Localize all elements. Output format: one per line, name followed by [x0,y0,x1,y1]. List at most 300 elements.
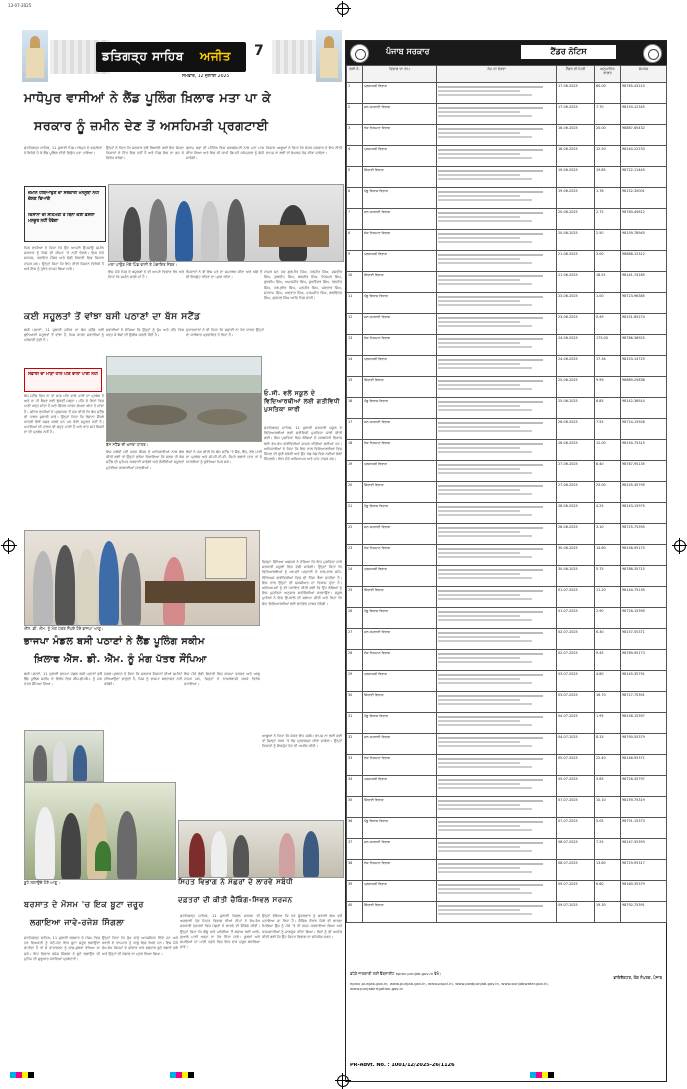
tender-cell-no: 14 [347,356,363,377]
tender-cell-date: 05-07-2025 [557,776,595,797]
story5-caption: ਬੂਟੇ ਲਗਾਉਂਦੇ ਹੋਏ ਆਗੂ। [24,880,60,885]
tender-cell-date: 24-06-2025 [557,356,595,377]
tender-row [347,524,667,545]
tender-cell-no: 33 [347,755,363,776]
tender-cell-contact: 98146-95371 [621,755,667,776]
tender-cell-date: 19-06-2025 [557,167,595,188]
print-slug: 13-07-2025 [8,3,32,8]
tender-cell-work [437,629,557,650]
tender-row [347,272,667,293]
tender-cell-contact: 98145-35791 [621,671,667,692]
tender-cell-contact: 98155-35795 [621,482,667,503]
tender-row [347,146,667,167]
tender-row [347,839,667,860]
tender-header [346,41,666,65]
tender-row [347,713,667,734]
tender-cell-contact: 98143-15975 [621,503,667,524]
lead-text-col2: ਉਨ੍ਹਾਂ ਨੇ ਕਿਹਾ ਕਿ ਸਰਕਾਰ ਵਲੋਂ ਲਿਆਂਦੀ ਗਈ ਇਹ ਯੋਜਨਾ ਕਿਸਾਨਾਂ ਦੇ ਹਿੱਤ ਵਿਚ ਨਹੀਂ ਹੈ ਅਤੇ ਪਿੰਡ ਇਸ ਦਾ ਡਟ ਕੇ ਵਿਰੋਧ ਕਰੇਗਾ। [106,146,184,161]
tender-cell-date: 26-06-2025 [557,419,595,440]
tender-cell-dept: ਪ੍ਰਸ਼ਾਸਕੀ ਵਿਭਾਗ [363,356,437,377]
tender-cell-dept: ਜਲ ਸਪਲਾਈ ਵਿਭਾਗ [363,524,437,545]
tender-cell-work [437,125,557,146]
tender-cell-date: 08-07-2025 [557,860,595,881]
tender-footer-note: ਵਧੇਰੇ ਜਾਣਕਾਰੀ ਲਈ ਵੈੱਬਸਾਈਟ eproc.punjab.gov.in ਵੇਖੋ। [350,971,442,976]
tender-cell-dept: ਜਲ ਸਪਲਾਈ ਵਿਭਾਗ [363,104,437,125]
tender-cell-cost: 5.05 [595,818,621,839]
gurdwara-illustration-left [22,30,48,82]
story3-text-cont: ਜ਼ਿਲ੍ਹਾ ਸਿੱਖਿਆ ਅਫ਼ਸਰ ਨੇ ਦੱਸਿਆ ਕਿ ਇਹ ਪੁਸਤਿਕਾ ਸਾਰੇ ਸਰਕਾਰੀ ਸਕੂਲਾਂ ਵਿਚ ਵੰਡੀ ਜਾਵੇਗੀ। ਉਨ੍ਹਾਂ ਕਿਹਾ ਕਿ ਵਿਦਿਆਰਥੀਆਂ ਨੂੰ ਆਪਣੀ ਪੜ੍ਹਾਈ ਦੇ ਨਾਲ-ਨਾਲ ਸਹਿ-ਵਿੱਦਿਅਕ ਗਤੀਵਿਧੀਆਂ ਵਿਚ ਵੀ ਹਿੱਸਾ ਲੈਣਾ ਚਾਹੀਦਾ ਹੈ। ਇਸ ਨਾਲ ਉਨ੍ਹਾਂ ਦੀ ਸ਼ਖ਼ਸੀਅਤ ਦਾ ਵਿਕਾਸ ਹੁੰਦਾ ਹੈ। ਅਧਿਆਪਕਾਂ ਨੂੰ ਵੀ ਹਦਾਇਤ ਕੀਤੀ ਗਈ ਕਿ ਉਹ ਬੱਚਿਆਂ ਨੂੰ ਇਸ ਪੁਸਤਿਕਾ ਅਨੁਸਾਰ ਗਤੀਵਿਧੀਆਂ ਕਰਵਾਉਣ। ਸਕੂਲ ਮੁਖੀਆਂ ਨੇ ਇਸ ਉਪਰਾਲੇ ਦੀ ਸ਼ਲਾਘਾ ਕੀਤੀ ਅਤੇ ਕਿਹਾ ਕਿ ਇਹ ਵਿਦਿਆਰਥੀਆਂ ਲਈ ਲਾਹੇਵੰਦ ਸਾਬਤ ਹੋਵੇਗੀ। [262,560,342,606]
page-number: 7 [254,43,265,59]
tender-cell-date: 08-07-2025 [557,839,595,860]
tender-cell-date: 27-06-2025 [557,482,595,503]
tender-cell-work [437,692,557,713]
punjab-govt-seal-icon [350,44,369,63]
tender-row [347,419,667,440]
tender-cell-contact: 98724-15926 [621,419,667,440]
tender-cell-contact: 98729-95317 [621,860,667,881]
tender-cell-dept: ਪ੍ਰਸ਼ਾਸਕੀ ਵਿਭਾਗ [363,146,437,167]
masthead [22,30,342,82]
tender-col-work: ਕੰਮ ਦਾ ਵੇਰਵਾ [437,66,557,83]
tender-cell-date: 18-06-2025 [557,146,595,167]
tender-cell-dept: ਜਲ ਸਪਲਾਈ ਵਿਭਾਗ [363,734,437,755]
tender-cell-dept: ਲੋਕ ਨਿਰਮਾਣ ਵਿਭਾਗ [363,545,437,566]
tender-cell-date: 07-07-2025 [557,818,595,839]
story4-text-col1: ਬਸੀ ਪਠਾਣਾਂ, 11 ਜੁਲਾਈ ਭਾਜਪਾ ਮੰਡਲ ਬਸੀ ਪਠਾਣਾਂ ਵਲੋਂ ਲੈਂਡ ਪੂਲਿੰਗ ਸਕੀਮ ਦੇ ਵਿਰੋਧ ਵਿਚ ਐੱਸ.ਡੀ.ਐੱਮ. ਨੂੰ ਮੰਗ ਪੱਤਰ ਸੌਂਪਿਆ ਗਿਆ। [24,672,102,687]
tender-cell-date: 09-07-2025 [557,902,595,923]
tender-row [347,440,667,461]
tender-cell-no: 8 [347,230,363,251]
story4-text-col4: ਆਗੂਆਂ ਨੇ ਕਿਹਾ ਕਿ ਜੇਕਰ ਇਹ ਸਕੀਮ ਵਾਪਸ ਨਾ ਲਈ ਗਈ ਤਾਂ ਜ਼ਿਲ੍ਹਾ ਪੱਧਰ 'ਤੇ ਰੋਸ ਪ੍ਰਦਰਸ਼ਨ ਕੀਤਾ ਜਾਵੇਗਾ। ਉਨ੍ਹਾਂ ਕਿਸਾਨਾਂ ਨੂੰ ਇਕਜੁੱਟ ਹੋਣ ਦੀ ਅਪੀਲ ਕੀਤੀ। [262,734,342,749]
tender-cell-contact: 98157-55371 [621,629,667,650]
tender-cell-no: 24 [347,566,363,587]
tender-cell-no: 36 [347,818,363,839]
tender-cell-no: 1 [347,83,363,104]
tender-cell-work [437,503,557,524]
tender-cell-no: 25 [347,587,363,608]
story6-headline-2: ਦਫ਼ਤਰਾਂ ਦੀ ਕੀਤੀ ਚੈਕਿੰਗ-ਸਿਵਲ ਸਰਜਨ [178,896,293,904]
tender-cell-work [437,251,557,272]
tender-row [347,734,667,755]
tender-cell-cost: 6.60 [595,881,621,902]
tender-notice [345,40,667,1082]
tender-cell-dept: ਜਲ ਸਪਲਾਈ ਵਿਭਾਗ [363,839,437,860]
tender-cell-dept: ਪੇਂਡੂ ਵਿਕਾਸ ਵਿਭਾਗ [363,818,437,839]
bjp-memorandum-photo [24,530,260,626]
tender-cell-work [437,776,557,797]
lead-text-intro: ਫ਼ਤਹਿਗੜ੍ਹ ਸਾਹਿਬ, 11 ਜੁਲਾਈ ਪਿੰਡ ਮਾਧੋਪੁਰ ਦੇ ਵਸਨੀਕਾਂ ਨੇ ਇਕੱਠੇ ਹੋ ਕੇ ਲੈਂਡ ਪੂਲਿੰਗ ਨੀਤੀ ਵਿਰੁੱਧ ਮਤਾ ਪਾਇਆ। [24,146,102,156]
masthead-title: ਡਤਿਗੜ੍ਹ ਸਾਹਿਬ [102,49,184,63]
tender-cell-work [437,734,557,755]
tender-cell-work [437,293,557,314]
tender-cell-date: 17-06-2025 [557,104,595,125]
tender-cell-cost: 7.25 [595,839,621,860]
color-swatch [194,1072,200,1078]
tender-cell-contact: 98789-95173 [621,650,667,671]
tender-cell-work [437,146,557,167]
tender-cell-dept: ਸਿੰਚਾਈ ਵਿਭਾਗ [363,797,437,818]
lead-bullet-2: ਕਿਸਾਨਾਂ ਦੀ ਸਹਿਮਤੀ ਤੋਂ ਬਿਨਾਂ ਕੋਈ ਫ਼ੈਸਲਾ ਮਨਜ਼ੂਰ ਨਹੀਂ ਹੋਵੇਗਾ [28,213,95,224]
tender-cell-work [437,209,557,230]
tender-cell-cost: 14.60 [595,545,621,566]
tender-row [347,755,667,776]
tender-cell-contact: 98787-95135 [621,461,667,482]
tender-cell-work [437,755,557,776]
tender-cell-date: 19-06-2025 [557,188,595,209]
tender-cell-date: 26-06-2025 [557,440,595,461]
tender-cell-contact: 98728-35797 [621,776,667,797]
tender-cell-date: 23-06-2025 [557,314,595,335]
tender-row [347,188,667,209]
tender-footer-links: eproc.punjab.gov.in, www.punjab.gov.in, www.pspcl.in, www.pwdpunjab.gov.in, www.punjabwater.gov.in, www.punjabirrigation.gov.in [350,981,549,991]
story3-text: ਫ਼ਤਹਿਗੜ੍ਹ ਸਾਹਿਬ, 11 ਜੁਲਾਈ ਸਰਕਾਰੀ ਸਕੂਲ ਦੇ ਵਿਦਿਆਰਥੀਆਂ ਲਈ ਗਤੀਵਿਧੀ ਪੁਸਤਿਕਾ ਜਾਰੀ ਕੀਤੀ ਗਈ। ਇਸ ਪੁਸਤਿਕਾ ਵਿਚ ਬੱਚਿਆਂ ਦੇ ਸਰਬਪੱਖੀ ਵਿਕਾਸ ਲਈ ਵੱਖ-ਵੱਖ ਗਤੀਵਿਧੀਆਂ ਸ਼ਾਮਲ ਕੀਤੀਆਂ ਗਈਆਂ ਹਨ। ਅਧਿਕਾਰੀਆਂ ਨੇ ਕਿਹਾ ਕਿ ਇਸ ਨਾਲ ਵਿਦਿਆਰਥੀਆਂ ਵਿਚ ਸਿੱਖਣ ਦੀ ਰੁਚੀ ਵਧੇਗੀ ਅਤੇ ਉਹ ਖੇਡ-ਖੇਡ ਵਿਚ ਨਵੀਆਂ ਗੱਲਾਂ ਸਿੱਖਣਗੇ। ਇਸ ਮੌਕੇ ਅਧਿਆਪਕ ਅਤੇ ਮਾਪੇ ਹਾਜ਼ਰ ਸਨ। [264,426,342,462]
lead-text-col3: ਗ੍ਰਾਮ ਸਭਾ ਦੀ ਮੀਟਿੰਗ ਵਿਚ ਸਰਬਸੰਮਤੀ ਨਾਲ ਮਤਾ ਪਾਸ ਕੀਤਾ ਗਿਆ ਅਤੇ ਇਸ ਦੀ ਕਾਪੀ ਡਿਪਟੀ ਕਮਿਸ਼ਨਰ ਨੂੰ ਭੇਜੀ ਜਾਵੇਗੀ। [186,146,264,161]
tender-cell-date: 01-07-2025 [557,587,595,608]
tender-cell-contact: 98722-11445 [621,167,667,188]
lead-headline-2: ਸਰਕਾਰ ਨੂੰ ਜ਼ਮੀਨ ਦੇਣ ਤੋਂ ਅਸਹਿਮਤੀ ਪ੍ਰਗਟਾਈ [34,118,269,133]
lead-bullet-box [24,186,106,242]
tender-cell-contact: 98765-43210 [621,83,667,104]
lead-text-col5: ਇਸ ਮੌਕੇ ਪਿੰਡ ਦੇ ਬਜ਼ੁਰਗਾਂ ਨੇ ਵੀ ਆਪਣੇ ਵਿਚਾਰ ਰੱਖੇ ਅਤੇ ਕਿਹਾ ਕਿ ਜ਼ਮੀਨ ਸਾਡੀ ਮਾਂ ਹੈ। [108,270,184,280]
tender-cell-dept: ਪੇਂਡੂ ਵਿਕਾਸ ਵਿਭਾਗ [363,503,437,524]
registration-mark-right [674,540,686,552]
story2-text-col6: ਲੋਕਾਂ ਨੇ ਮੰਗ ਕੀਤੀ ਕਿ ਬੱਸ ਸਟੈਂਡ 'ਤੇ ਸ਼ੈੱਡ, ਬੈਂਚ, ਠੰਢੇ ਪਾਣੀ ਦਾ ਪ੍ਰਬੰਧ ਅਤੇ ਸੀ.ਸੀ.ਟੀ.ਵੀ. ਕੈਮਰੇ ਲਗਾਏ ਜਾਣ ਤਾਂ ਜੋ ਯਾਤਰੀਆਂ ਨੂੰ ਸੁਰੱਖਿਆ ਮਿਲ ਸਕੇ। [186,450,262,465]
story2-text-col1: ਬਸੀ ਪਠਾਣਾਂ, 11 ਜੁਲਾਈ ਸ਼ਹਿਰ ਦਾ ਬੱਸ ਸਟੈਂਡ ਕਈ ਬੁਨਿਆਦੀ ਸਹੂਲਤਾਂ ਤੋਂ ਵਾਂਝਾ ਹੈ, ਜਿਸ ਕਾਰਨ ਸਵਾਰੀਆਂ ਨੂੰ ਪਰੇਸ਼ਾਨੀ ਹੁੰਦੀ ਹੈ। [24,328,104,343]
story4-text-col2: ਮੰਡਲ ਪ੍ਰਧਾਨ ਨੇ ਕਿਹਾ ਕਿ ਸਰਕਾਰ ਕਿਸਾਨਾਂ ਦੀਆਂ ਜ਼ਮੀਨਾਂ ਹਥਿਆਉਣਾ ਚਾਹੁੰਦੀ ਹੈ, ਜਿਸ ਨੂੰ ਭਾਜਪਾ ਬਰਦਾਸ਼ਤ ਨਹੀਂ ਕਰੇਗੀ। [104,672,182,687]
tender-cell-work [437,419,557,440]
lead-headline-1: ਮਾਧੋਪੁਰ ਵਾਸੀਆਂ ਨੇ ਲੈਂਡ ਪੂਲਿੰਗ ਖ਼ਿਲਾਫ ਮਤਾ ਪਾ ਕੇ [24,90,272,105]
color-bar-mid [170,1072,200,1078]
tender-cell-cost: 7.55 [595,419,621,440]
tender-cell-work [437,545,557,566]
tender-cell-dept: ਸਿੰਚਾਈ ਵਿਭਾਗ [363,587,437,608]
tender-title: ਟੈਂਡਰ ਨੋਟਿਸ [521,45,616,59]
masthead-brand: ਅਜੀਤ [200,49,231,63]
masthead-title-box [96,42,246,72]
tender-cell-contact: 98151-85274 [621,314,667,335]
tender-cell-dept: ਪ੍ਰਸ਼ਾਸਕੀ ਵਿਭਾਗ [363,881,437,902]
tender-cell-dept: ਲੋਕ ਨਿਰਮਾਣ ਵਿਭਾਗ [363,335,437,356]
tender-cell-work [437,650,557,671]
tender-cell-date: 05-07-2025 [557,755,595,776]
tender-cell-date: 28-06-2025 [557,503,595,524]
tender-cell-no: 17 [347,419,363,440]
tender-cell-no: 19 [347,461,363,482]
tender-table [346,65,667,923]
tender-cell-dept: ਪੇਂਡੂ ਵਿਕਾਸ ਵਿਭਾਗ [363,188,437,209]
tender-cell-dept: ਸਿੰਚਾਈ ਵਿਭਾਗ [363,167,437,188]
tender-cell-contact: 98141-74185 [621,272,667,293]
tender-cell-work [437,566,557,587]
tender-cell-cost: 12.00 [595,440,621,461]
tender-footer-signature: ਡਾਇਰੈਕਟਰ, ਲੋਕ ਸੰਪਰਕ, ਪੰਜਾਬ [613,975,662,980]
tender-cell-no: 9 [347,251,363,272]
tender-cell-date: 28-06-2025 [557,524,595,545]
tender-cell-cost: 3.65 [595,776,621,797]
tender-row [347,398,667,419]
tender-cell-contact: 98152-30001 [621,188,667,209]
story2-text-col3: ਸਵਾਰੀਆਂ ਨੇ ਦੱਸਿਆ ਕਿ ਉਨ੍ਹਾਂ ਨੂੰ ਧੁੱਪ ਅਤੇ ਮੀਂਹ ਵਿਚ ਖੜ੍ਹ ਕੇ ਬੱਸਾਂ ਦੀ ਉਡੀਕ ਕਰਨੀ ਪੈਂਦੀ ਹੈ। [106,328,184,338]
plantation-photo [24,782,176,880]
tender-cell-date: 25-06-2025 [557,398,595,419]
tender-cell-date: 01-07-2025 [557,608,595,629]
tender-cell-cost: 1.95 [595,713,621,734]
story5-headline-2: ਲਗਾਇਆ ਜਾਵੇ-ਰਜੇਸ਼ ਸਿੰਗਲਾ [30,918,125,927]
tender-cell-dept: ਲੋਕ ਨਿਰਮਾਣ ਵਿਭਾਗ [363,125,437,146]
tender-cell-contact: 98727-75391 [621,692,667,713]
health-check-photo [178,820,344,878]
tender-cell-work [437,188,557,209]
tender-cell-dept: ਪੇਂਡੂ ਵਿਕਾਸ ਵਿਭਾਗ [363,293,437,314]
story6-text-col1: ਫ਼ਤਹਿਗੜ੍ਹ ਸਾਹਿਬ, 11 ਜੁਲਾਈ ਸਿਵਲ ਸਰਜਨ ਦੀ ਅਗਵਾਈ ਹੇਠ ਸਿਹਤ ਵਿਭਾਗ ਦੀਆਂ ਟੀਮਾਂ ਨੇ ਵੱਖ-ਵੱਖ ਸਰਕਾਰੀ ਦਫ਼ਤਰਾਂ ਵਿਚ ਮੱਛਰਾਂ ਦੇ ਲਾਰਵੇ ਦੀ ਚੈਕਿੰਗ ਕੀਤੀ। ਉਨ੍ਹਾਂ ਕਿਹਾ ਕਿ ਡੇਂਗੂ ਅਤੇ ਮਲੇਰੀਆ ਤੋਂ ਬਚਾਅ ਲਈ ਆਲੇ-ਦੁਆਲੇ ਪਾਣੀ ਖੜ੍ਹਾ ਨਾ ਹੋਣ ਦਿੱਤਾ ਜਾਵੇ। ਕੂਲਰਾਂ ਅਤੇ ਗਮਲਿਆਂ ਦਾ ਪਾਣੀ ਹਫ਼ਤੇ ਵਿਚ ਇਕ ਵਾਰ ਜ਼ਰੂਰ ਬਦਲਿਆ ਜਾਵੇ। [180,914,260,950]
tender-cell-cost: 6.30 [595,629,621,650]
story2-text-col2: ਬੱਸ ਸਟੈਂਡ ਵਿਚ ਨਾ ਤਾਂ ਸਾਫ਼ ਪੀਣ ਵਾਲੇ ਪਾਣੀ ਦਾ ਪ੍ਰਬੰਧ ਹੈ ਅਤੇ ਨਾ ਹੀ ਬੈਠਣ ਲਈ ਢੁੱਕਵੀਂ ਜਗ੍ਹਾ। ਮੀਂਹ ਦੇ ਦਿਨਾਂ ਵਿਚ ਪਾਣੀ ਖੜ੍ਹ ਜਾਂਦਾ ਹੈ ਅਤੇ ਚਿੱਕੜ ਕਾਰਨ ਲੰਘਣਾ ਔਖਾ ਹੋ ਜਾਂਦਾ ਹੈ। ਸ਼ਹਿਰ ਵਾਸੀਆਂ ਨੇ ਪ੍ਰਸ਼ਾਸਨ ਤੋਂ ਮੰਗ ਕੀਤੀ ਕਿ ਬੱਸ ਸਟੈਂਡ ਦੀ ਹਾਲਤ ਸੁਧਾਰੀ ਜਾਵੇ। ਉਨ੍ਹਾਂ ਕਿਹਾ ਕਿ ਰੋਜ਼ਾਨਾ ਸੈਂਕੜੇ ਯਾਤਰੀ ਇਥੋਂ ਸਫ਼ਰ ਕਰਦੇ ਹਨ ਪਰ ਕੋਈ ਸਹੂਲਤ ਨਹੀਂ ਹੈ। ਪਖਾਨਿਆਂ ਦੀ ਹਾਲਤ ਵੀ ਬਹੁਤ ਮਾੜੀ ਹੈ ਅਤੇ ਰਾਤ ਸਮੇਂ ਰੌਸ਼ਨੀ ਦਾ ਵੀ ਪ੍ਰਬੰਧ ਨਹੀਂ ਹੈ। [24,394,104,435]
tender-cell-dept: ਲੋਕ ਨਿਰਮਾਣ ਵਿਭਾਗ [363,650,437,671]
tender-row [347,377,667,398]
tender-cell-work [437,818,557,839]
tender-cell-no: 35 [347,797,363,818]
tender-cell-dept: ਜਲ ਸਪਲਾਈ ਵਿਭਾਗ [363,314,437,335]
tender-cell-contact: 98723-96385 [621,293,667,314]
tender-cell-cost: 4.80 [595,671,621,692]
tender-row [347,230,667,251]
tender-cell-date: 09-07-2025 [557,881,595,902]
tender-cell-date: 04-07-2025 [557,713,595,734]
tender-cell-cost: 25.00 [595,482,621,503]
tender-cell-contact: 98889-25836 [621,377,667,398]
tender-row [347,293,667,314]
tender-cell-contact: 98887-65432 [621,125,667,146]
tender-cell-cost: 1.00 [595,293,621,314]
tender-cell-cost: 8.40 [595,461,621,482]
tender-cell-dept: ਜਲ ਸਪਲਾਈ ਵਿਭਾਗ [363,419,437,440]
tender-cell-cost: 12.50 [595,146,621,167]
tender-cell-work [437,902,557,923]
tender-row [347,104,667,125]
tender-cell-no: 31 [347,713,363,734]
tender-cell-date: 21-06-2025 [557,272,595,293]
tender-row [347,566,667,587]
tender-cell-contact: 98159-78945 [621,230,667,251]
tender-cell-contact: 98140-22233 [621,146,667,167]
tender-cell-work [437,797,557,818]
tender-cell-date: 25-06-2025 [557,377,595,398]
gurdwara-illustration-right [316,30,342,82]
tender-row [347,608,667,629]
tender-cell-no: 22 [347,524,363,545]
tender-cell-dept: ਪ੍ਰਸ਼ਾਸਕੀ ਵਿਭਾਗ [363,566,437,587]
tender-row [347,797,667,818]
tender-cell-no: 2 [347,104,363,125]
tender-cell-cost: 20.00 [595,125,621,146]
tender-cell-date: 04-07-2025 [557,734,595,755]
story4-small-photo [24,730,104,782]
tender-cell-cost: 5.75 [595,566,621,587]
tender-cell-no: 20 [347,482,363,503]
tender-col-dept: ਵਿਭਾਗ ਦਾ ਨਾਮ [363,66,437,83]
tender-cell-no: 12 [347,314,363,335]
tender-cell-dept: ਪ੍ਰਸ਼ਾਸਕੀ ਵਿਭਾਗ [363,671,437,692]
tender-row [347,335,667,356]
tender-cell-cost: 18.51 [595,272,621,293]
color-swatch [34,1072,40,1078]
story5-text-col1: ਫ਼ਤਹਿਗੜ੍ਹ ਸਾਹਿਬ, 11 ਜੁਲਾਈ ਬਰਸਾਤ ਦੇ ਮੌਸਮ ਵਿਚ ਹਰ ਵਿਅਕਤੀ ਨੂੰ ਘੱਟੋ-ਘੱਟ ਇਕ ਬੂਟਾ ਜ਼ਰੂਰ ਲਗਾਉਣਾ ਚਾਹੀਦਾ ਹੈ ਤਾਂ ਜੋ ਵਾਤਾਵਰਨ ਨੂੰ ਸਾਫ਼-ਸੁਥਰਾ ਰੱਖਿਆ ਜਾ ਸਕੇ। ਇਹ ਵਿਚਾਰ ਰਜੇਸ਼ ਸਿੰਗਲਾ ਨੇ ਬੂਟੇ ਲਗਾਉਣ ਦੀ ਮੁਹਿੰਮ ਦੀ ਸ਼ੁਰੂਆਤ ਕਰਦਿਆਂ ਪ੍ਰਗਟਾਏ। [24,936,100,961]
tender-cell-cost: 6.85 [595,398,621,419]
tender-cell-work [437,167,557,188]
tender-cell-work [437,314,557,335]
tender-cell-cost: 3.10 [595,524,621,545]
lead-text-col7: ਹਾਜ਼ਰ ਸਨ ਪੰਚ ਗੁਰਮੀਤ ਸਿੰਘ, ਹਰਜੀਤ ਸਿੰਘ, ਜਸਵੀਰ ਸਿੰਘ, ਕੁਲਦੀਪ ਸਿੰਘ, ਬਲਜੀਤ ਸਿੰਘ, ਨਿਰਮਲ ਸਿੰਘ, ਗੁਰਦੀਪ ਸਿੰਘ, ਅਮਰਜੀਤ ਸਿੰਘ, ਸੁਖਵਿੰਦਰ ਸਿੰਘ, ਰਣਜੀਤ ਸਿੰਘ, ਹਰਪ੍ਰੀਤ ਸਿੰਘ, ਮਨਜੀਤ ਸਿੰਘ, ਜਗਤਾਰ ਸਿੰਘ, ਸਤਨਾਮ ਸਿੰਘ, ਅਵਤਾਰ ਸਿੰਘ, ਪਰਮਜੀਤ ਸਿੰਘ, ਬਲਵਿੰਦਰ ਸਿੰਘ, ਗੁਰਮੇਲ ਸਿੰਘ ਆਦਿ ਪਿੰਡ ਵਾਸੀ। [264,270,342,301]
tender-cell-contact: 98788-35715 [621,566,667,587]
tender-cell-cost: 13.80 [595,860,621,881]
tender-cell-no: 38 [347,860,363,881]
tender-cell-dept: ਪੇਂਡੂ ਵਿਕਾਸ ਵਿਭਾਗ [363,608,437,629]
tender-row [347,776,667,797]
tender-cell-contact: 98156-95175 [621,545,667,566]
tender-row [347,881,667,902]
tender-cell-cost: 17.34 [595,356,621,377]
tender-table-header-row [347,66,667,83]
tender-cell-contact: 98786-36925 [621,335,667,356]
tender-cell-contact: 98792-75391 [621,902,667,923]
tender-cell-cost: 7.70 [595,104,621,125]
tender-cell-cost: 10.10 [595,797,621,818]
tender-row [347,167,667,188]
tender-cell-date: 20-06-2025 [557,209,595,230]
lead-photo [108,184,344,262]
tender-cell-cost: 4.25 [595,503,621,524]
tender-cell-dept: ਪ੍ਰਸ਼ਾਸਕੀ ਵਿਭਾਗ [363,776,437,797]
tender-cell-date: 17-06-2025 [557,83,595,104]
story2-box-text: ਸਫ਼ਾਈ ਦਾ ਮਾੜਾ ਹਾਲ ਪੀਣ ਵਾਲਾ ਪਾਣੀ ਨਹੀਂ [28,372,98,377]
lead-text-col6: ਨੌਜਵਾਨਾਂ ਨੇ ਵੀ ਇਸ ਮਤੇ ਦਾ ਸਮਰਥਨ ਕੀਤਾ ਅਤੇ ਅੱਗੇ ਤੋਂ ਵੀ ਇਕਜੁੱਟ ਰਹਿਣ ਦਾ ਪ੍ਰਣ ਕੀਤਾ। [186,270,262,280]
tender-cell-no: 5 [347,167,363,188]
tender-cell-dept: ਸਿੰਚਾਈ ਵਿਭਾਗ [363,482,437,503]
tender-cell-contact: 98150-12345 [621,104,667,125]
tender-cell-contact: 98147-55393 [621,839,667,860]
tender-cell-no: 27 [347,629,363,650]
tender-cell-contact: 98154-75315 [621,440,667,461]
tender-cell-no: 3 [347,125,363,146]
tender-cell-date: 02-07-2025 [557,629,595,650]
tender-cell-work [437,230,557,251]
tender-cell-dept: ਪ੍ਰਸ਼ਾਸਕੀ ਵਿਭਾਗ [363,251,437,272]
tender-cell-no: 18 [347,440,363,461]
tender-cell-cost: 2.90 [595,608,621,629]
tender-cell-work [437,482,557,503]
tender-cell-dept: ਪ੍ਰਸ਼ਾਸਕੀ ਵਿਭਾਗ [363,461,437,482]
tender-cell-contact: 98159-75319 [621,797,667,818]
tender-cell-dept: ਜਲ ਸਪਲਾਈ ਵਿਭਾਗ [363,629,437,650]
tender-cell-work [437,860,557,881]
tender-cell-work [437,83,557,104]
tender-cell-no: 4 [347,146,363,167]
tender-row [347,482,667,503]
story6-headline-1: ਸਿਹਤ ਵਿਭਾਗ ਨੇ ਮੱਛਰਾਂ ਦੇ ਲਾਰਵੇ ਸਬੰਧੀ [178,878,294,886]
lead-text-col1: ਪਿੰਡ ਵਾਸੀਆਂ ਨੇ ਕਿਹਾ ਕਿ ਉਹ ਆਪਣੀ ਉਪਜਾਊ ਜ਼ਮੀਨ ਸਰਕਾਰ ਨੂੰ ਕਿਸੇ ਵੀ ਕੀਮਤ 'ਤੇ ਨਹੀਂ ਦੇਣਗੇ। ਇਸ ਮੌਕੇ ਸਰਪੰਚ, ਪੰਚਾਇਤ ਮੈਂਬਰ ਅਤੇ ਵੱਡੀ ਗਿਣਤੀ ਵਿਚ ਕਿਸਾਨ ਹਾਜ਼ਰ ਸਨ। ਉਨ੍ਹਾਂ ਕਿਹਾ ਕਿ ਇਹ ਨੀਤੀ ਕਿਸਾਨ ਵਿਰੋਧੀ ਹੈ ਅਤੇ ਇਸ ਨੂੰ ਤੁਰੰਤ ਵਾਪਸ ਲਿਆ ਜਾਵੇ। [24,246,104,271]
tender-cell-date: 20-06-2025 [557,230,595,251]
tender-col-cost: ਅਨੁਮਾਨਿਤ ਲਾਗਤ [595,66,621,83]
tender-col-no: ਲੜੀ ਨੰ. [347,66,363,83]
tender-cell-dept: ਲੋਕ ਨਿਰਮਾਣ ਵਿਭਾਗ [363,860,437,881]
tender-row [347,650,667,671]
tender-cell-cost: 19.30 [595,902,621,923]
tender-cell-work [437,335,557,356]
tender-cell-no: 11 [347,293,363,314]
lead-text-col4: ਕਿਸਾਨ ਆਗੂਆਂ ਨੇ ਕਿਹਾ ਕਿ ਜੇਕਰ ਸਰਕਾਰ ਨੇ ਇਹ ਨੀਤੀ ਵਾਪਸ ਨਾ ਲਈ ਤਾਂ ਸੰਘਰਸ਼ ਤੇਜ਼ ਕੀਤਾ ਜਾਵੇਗਾ। [266,146,342,156]
registration-mark-left [3,540,15,552]
story2-caption: ਬੱਸ ਸਟੈਂਡ ਦੀ ਖ਼ਸਤਾ ਹਾਲਤ। [106,442,149,447]
tender-cell-dept: ਲੋਕ ਨਿਰਮਾਣ ਵਿਭਾਗ [363,230,437,251]
tender-cell-date: 21-06-2025 [557,251,595,272]
story5-text-col2: ਉਨ੍ਹਾਂ ਕਿਹਾ ਕਿ ਰੁੱਖ ਸਾਨੂੰ ਆਕਸੀਜਨ ਦਿੰਦੇ ਹਨ ਅਤੇ ਧਰਤੀ ਦੇ ਤਾਪਮਾਨ ਨੂੰ ਕਾਬੂ ਵਿਚ ਰੱਖਦੇ ਹਨ। ਇਸ ਮੌਕੇ ਵੱਖ-ਵੱਖ ਕਿਸਮਾਂ ਦੇ ਛਾਂਦਾਰ ਅਤੇ ਫਲਦਾਰ ਬੂਟੇ ਲਗਾਏ ਗਏ ਅਤੇ ਉਨ੍ਹਾਂ ਦੀ ਸੰਭਾਲ ਦਾ ਪ੍ਰਣ ਲਿਆ ਗਿਆ। [102,936,178,956]
tender-cell-date: 30-06-2025 [557,566,595,587]
tender-row [347,818,667,839]
tender-col-date: ਟੈਂਡਰ ਦੀ ਮਿਤੀ [557,66,595,83]
tender-cell-no: 16 [347,398,363,419]
tender-cell-no: 29 [347,671,363,692]
tender-row [347,314,667,335]
tender-cell-dept: ਪ੍ਰਸ਼ਾਸਕੀ ਵਿਭਾਗ [363,83,437,104]
tender-cell-no: 28 [347,650,363,671]
tender-cell-contact: 98726-15395 [621,608,667,629]
color-bar-left [10,1072,40,1078]
tender-row [347,251,667,272]
tender-cell-work [437,671,557,692]
tender-cell-cost: 60.00 [595,83,621,104]
tender-row [347,629,667,650]
story2-text-col4: ਦੁਕਾਨਦਾਰਾਂ ਨੇ ਵੀ ਕਿਹਾ ਕਿ ਸਫ਼ਾਈ ਨਾ ਹੋਣ ਕਾਰਨ ਉਨ੍ਹਾਂ ਦਾ ਕਾਰੋਬਾਰ ਪ੍ਰਭਾਵਿਤ ਹੋ ਰਿਹਾ ਹੈ। [186,328,264,338]
tender-cell-work [437,377,557,398]
tender-cell-work [437,608,557,629]
tender-row [347,125,667,146]
tender-cell-dept: ਲੋਕ ਨਿਰਮਾਣ ਵਿਭਾਗ [363,755,437,776]
lead-bullet-1: ਜ਼ਮੀਨ ਹਥਿਆਉਣ ਦਾ ਸਰਕਾਰੀ ਮਨਸੂਬਾ ਨਹੀਂ ਚੱਲਣ ਦਿਆਂਗੇ [28,191,100,202]
tender-cell-no: 40 [347,902,363,923]
tender-cell-work [437,881,557,902]
tender-cell-work [437,356,557,377]
tender-col-contact: ਸੰਪਰਕ [621,66,667,83]
tender-cell-contact: 98158-15397 [621,713,667,734]
tender-cell-cost: 11.20 [595,587,621,608]
tender-row [347,83,667,104]
tender-row [347,461,667,482]
tender-row [347,860,667,881]
tender-cell-contact: 98888-12312 [621,251,667,272]
tender-cell-work [437,839,557,860]
tender-cell-work [437,398,557,419]
tender-cell-date: 30-06-2025 [557,545,595,566]
tender-cell-date: 02-07-2025 [557,650,595,671]
tender-cell-cost: 2.50 [595,230,621,251]
tender-row [347,587,667,608]
department-seal-icon [643,44,662,63]
tender-cell-dept: ਸਿੰਚਾਈ ਵਿਭਾਗ [363,272,437,293]
tender-row [347,902,667,923]
tender-cell-cost: 0.49 [595,314,621,335]
tender-cell-dept: ਸਿੰਚਾਈ ਵਿਭਾਗ [363,692,437,713]
tender-cell-dept: ਲੋਕ ਨਿਰਮਾਣ ਵਿਭਾਗ [363,440,437,461]
tender-cell-contact: 98790-55379 [621,734,667,755]
tender-cell-contact: 98725-75395 [621,524,667,545]
tender-cell-contact: 98153-14725 [621,356,667,377]
tender-cell-no: 23 [347,545,363,566]
tender-cell-contact: 98791-15373 [621,818,667,839]
tender-cell-work [437,104,557,125]
tender-cell-cost: 8.15 [595,734,621,755]
tender-cell-cost: 175.00 [595,335,621,356]
tender-cell-no: 34 [347,776,363,797]
